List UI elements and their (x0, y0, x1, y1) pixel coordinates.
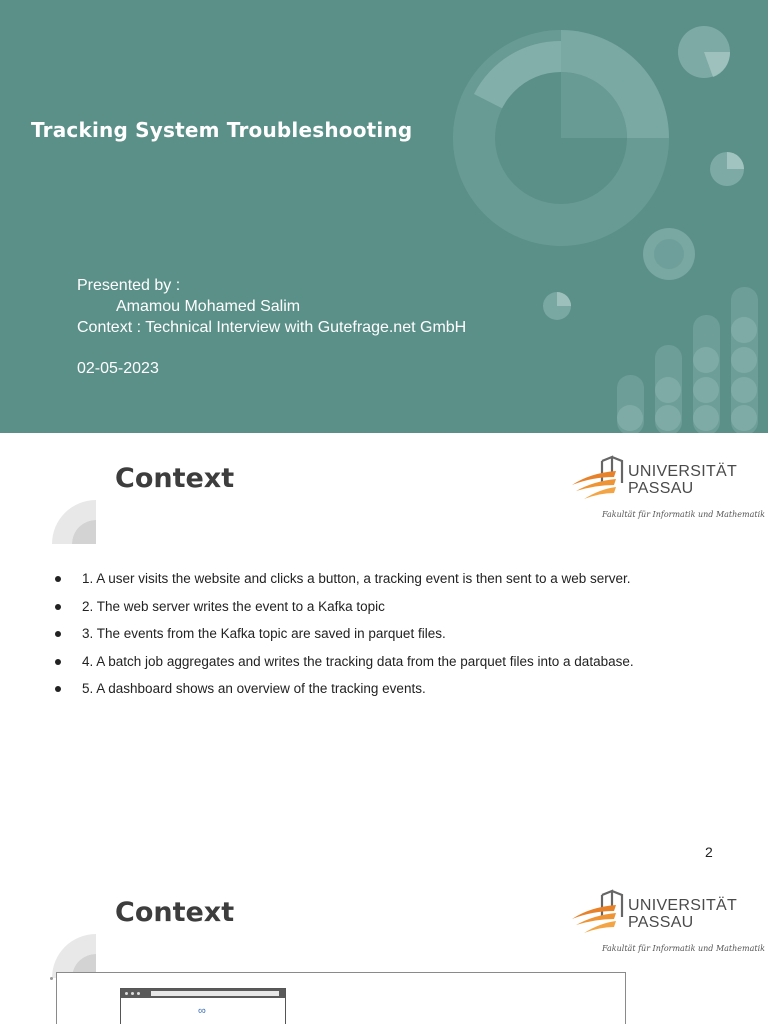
browser-window-illustration (120, 988, 286, 1024)
list-item (55, 680, 755, 708)
presentation-date: 02-05-2023 (77, 360, 159, 377)
heading-decoration-icon (52, 498, 96, 544)
title-slide (0, 0, 768, 433)
bullet-text: 2. The web server writes the event to a Kafka topic (82, 598, 385, 614)
browser-toolbar (121, 989, 285, 998)
slide-heading: Context (115, 897, 235, 928)
list-item (55, 598, 755, 626)
list-item (55, 570, 755, 598)
logo-subtitle: Fakultät für Informatik und Mathematik (602, 944, 765, 953)
bullet-icon (55, 631, 61, 637)
logo-subtitle: Fakultät für Informatik und Mathematik (602, 510, 765, 519)
link-icon: ∞ (198, 1005, 206, 1017)
slide-title: Tracking System Troubleshooting (31, 118, 413, 142)
bullet-icon (55, 659, 61, 665)
bullet-text: 4. A batch job aggregates and writes the tracking data from the parquet files into a database. (82, 653, 634, 669)
passau-emblem-icon (570, 889, 630, 939)
list-item (55, 653, 755, 681)
bullet-text: 3. The events from the Kafka topic are saved in parquet files. (82, 626, 446, 641)
bullet-icon (55, 686, 61, 692)
list-item (55, 625, 755, 653)
passau-emblem-icon (570, 455, 630, 505)
context-diagram-slide (0, 867, 768, 1024)
context-line: Context : Technical Interview with Gutefrage.net GmbH (77, 319, 467, 336)
bullet-icon (55, 576, 61, 582)
logo-line1: UNIVERSITÄT (628, 897, 738, 914)
context-bullet-list (55, 570, 755, 708)
context-slide (0, 433, 768, 867)
page-number: 2 (705, 844, 713, 860)
browser-address-bar (151, 991, 279, 996)
university-logo (570, 455, 765, 523)
bullet-fragment (50, 977, 53, 980)
bullet-text: 5. A dashboard shows an overview of the tracking events. (82, 681, 426, 696)
university-logo (570, 889, 765, 957)
logo-line2: PASSAU (628, 480, 694, 497)
logo-line1: UNIVERSITÄT (628, 463, 738, 480)
slide-heading: Context (115, 463, 235, 494)
architecture-diagram (56, 972, 626, 1024)
bullet-icon (55, 604, 61, 610)
author-name: Amamou Mohamed Salim (116, 298, 301, 315)
logo-line2: PASSAU (628, 914, 694, 931)
presented-by-label: Presented by : (77, 277, 181, 294)
bullet-text: 1. A user visits the website and clicks a button, a tracking event is then sent to a web server. (82, 571, 631, 586)
